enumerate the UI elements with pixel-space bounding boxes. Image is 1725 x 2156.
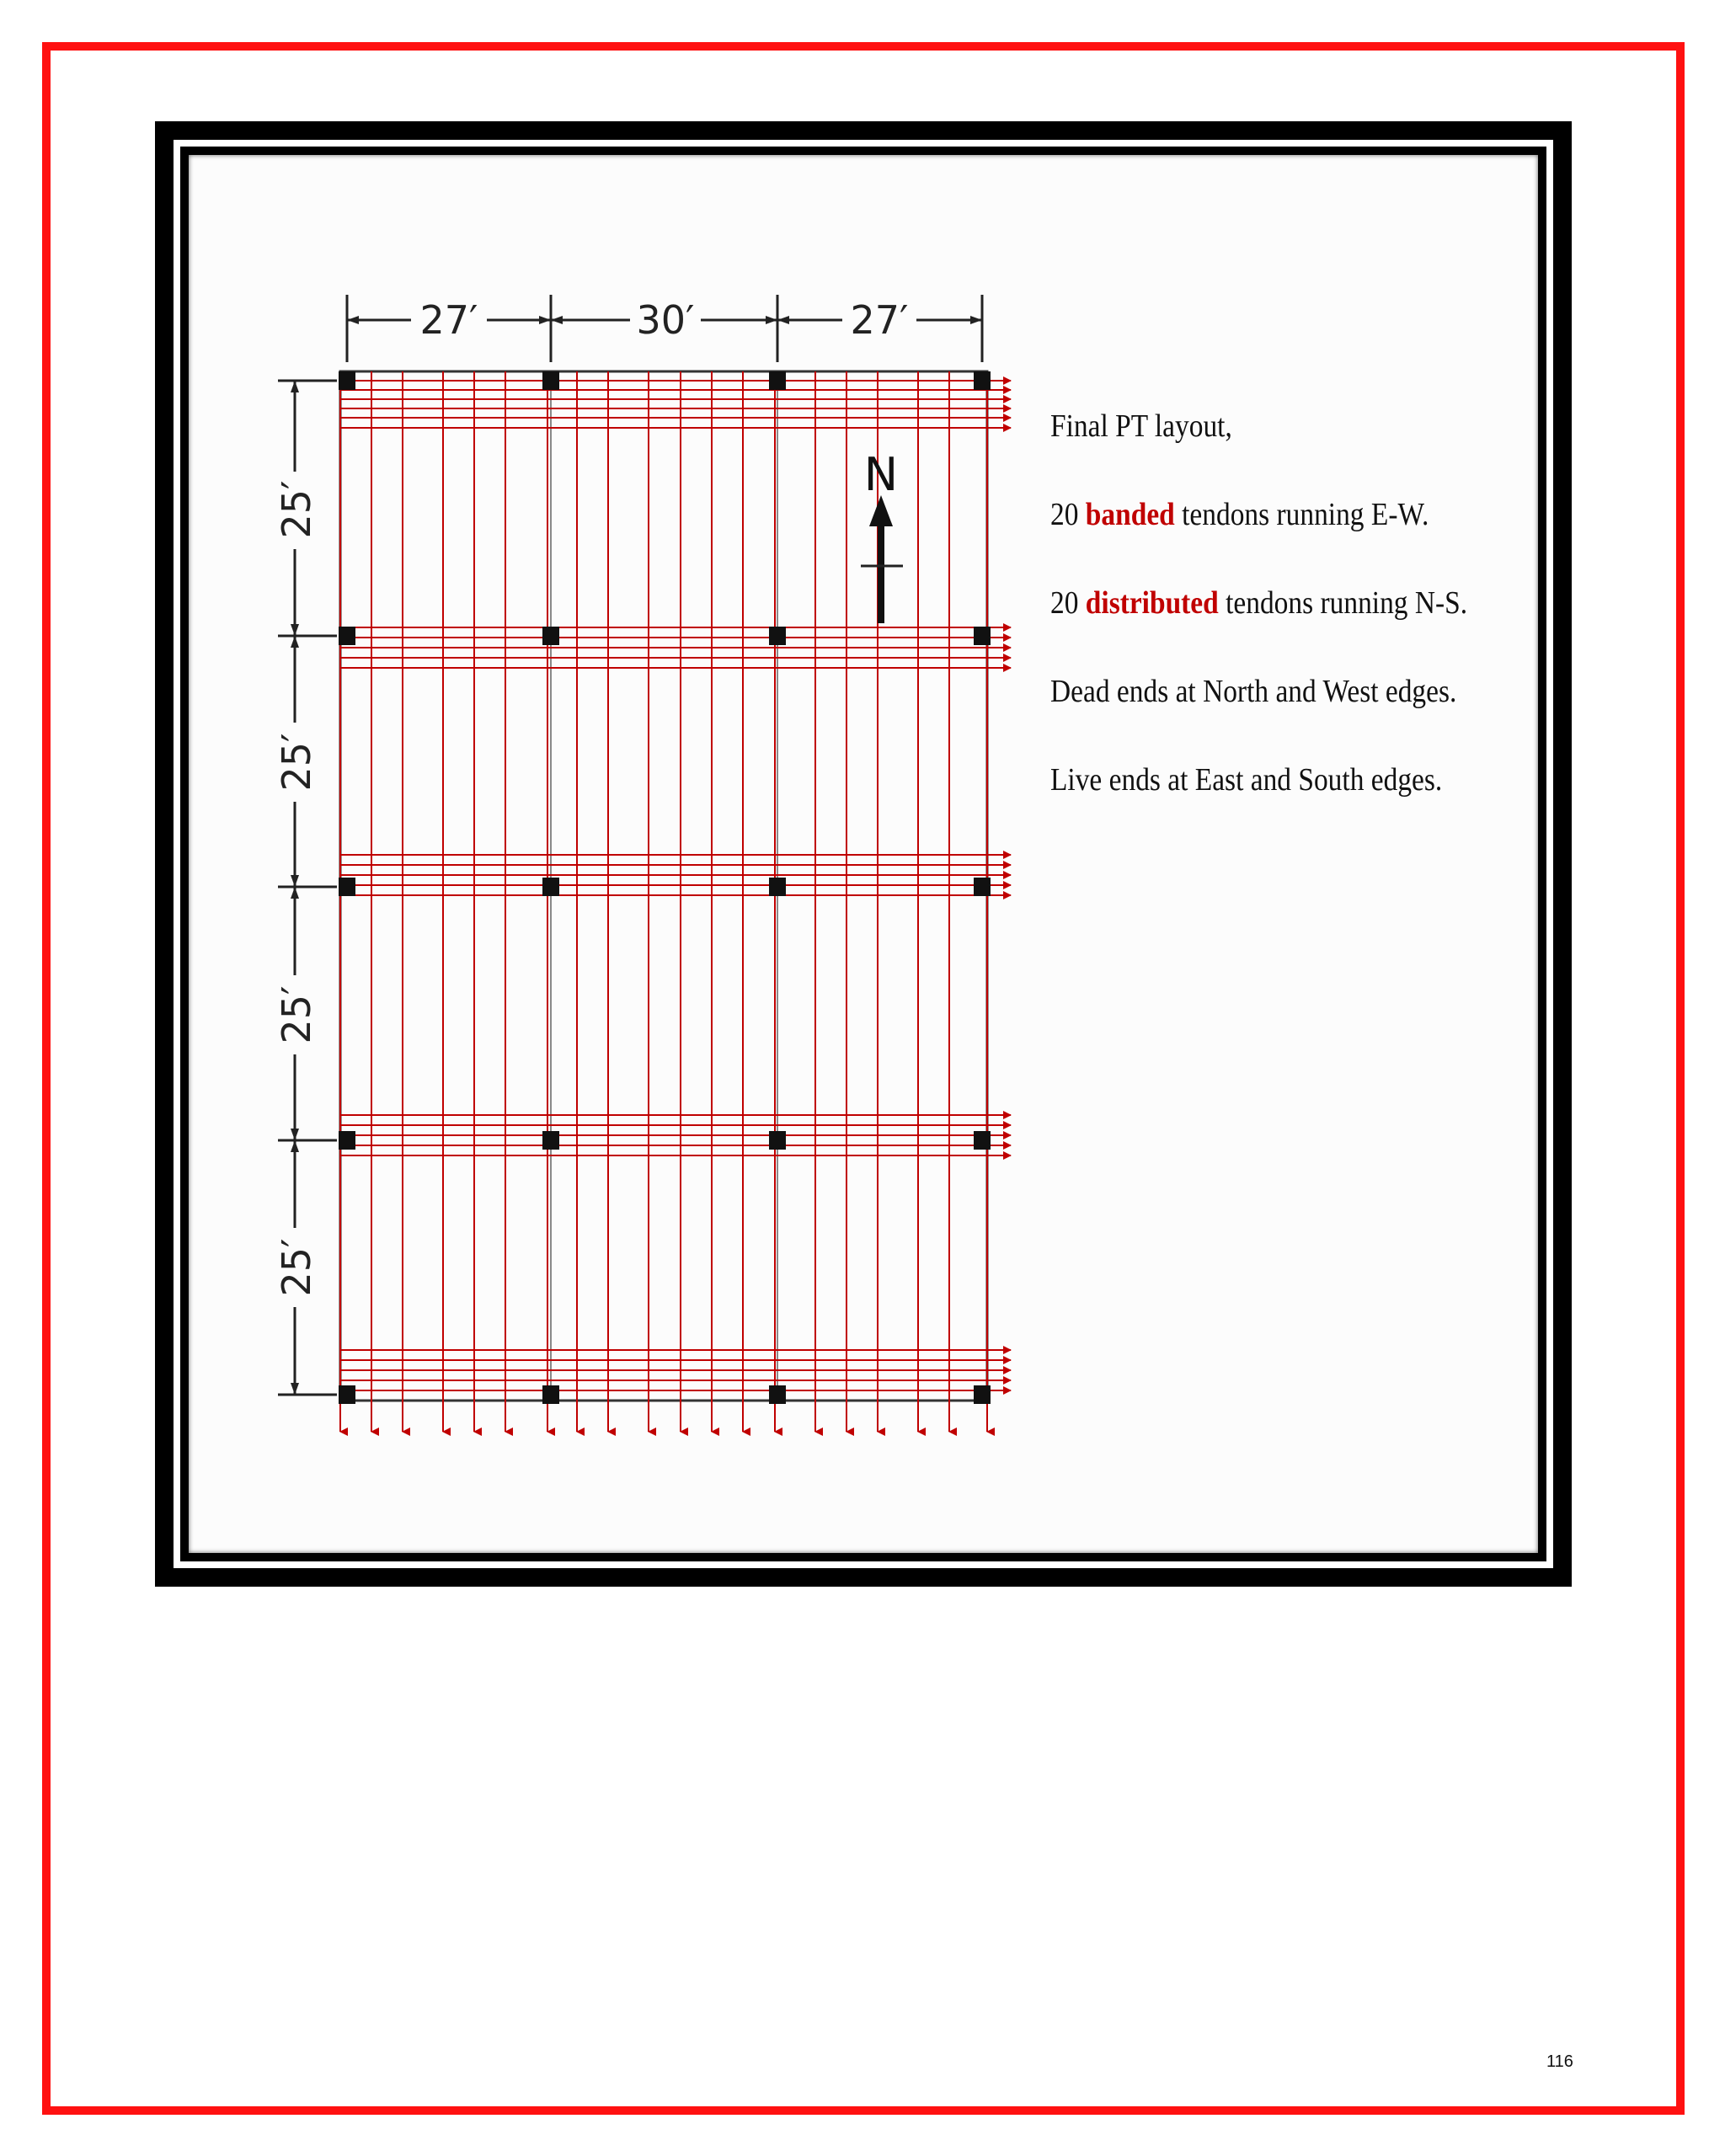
column xyxy=(339,878,355,896)
dim-label-span-3: 27′ xyxy=(850,297,909,343)
dim-label-bay-3: 25′ xyxy=(274,985,319,1044)
column xyxy=(542,1131,559,1150)
column xyxy=(339,1131,355,1150)
column xyxy=(339,371,355,390)
dim-label-span-1: 27′ xyxy=(419,297,478,343)
column xyxy=(974,627,991,645)
column xyxy=(974,1385,991,1404)
note-banded: 20 banded tendons running E-W. xyxy=(1050,497,1429,532)
note-title: Final PT layout, xyxy=(1050,408,1232,444)
column xyxy=(542,627,559,645)
page-number: 116 xyxy=(1546,2052,1573,2071)
column xyxy=(974,1131,991,1150)
column xyxy=(769,1385,786,1404)
dim-label-bay-2: 25′ xyxy=(274,733,319,792)
note-live-ends: Live ends at East and South edges. xyxy=(1050,762,1443,798)
column xyxy=(542,1385,559,1404)
column xyxy=(769,1131,786,1150)
column xyxy=(974,371,991,390)
dim-label-span-2: 30′ xyxy=(636,297,695,343)
column xyxy=(339,1385,355,1404)
ns-tendon-group xyxy=(340,371,987,1432)
column xyxy=(542,878,559,896)
column xyxy=(339,627,355,645)
note-distributed: 20 distributed tendons running N-S. xyxy=(1050,585,1468,621)
column xyxy=(769,878,786,896)
ew-tendon-group xyxy=(340,381,1011,1390)
notes-panel xyxy=(1050,396,1522,838)
column xyxy=(974,878,991,896)
north-label: N xyxy=(863,448,899,501)
column xyxy=(542,371,559,390)
column xyxy=(769,627,786,645)
note-dead-ends: Dead ends at North and West edges. xyxy=(1050,674,1457,709)
dim-label-bay-4: 25′ xyxy=(274,1238,319,1297)
north-arrow-icon xyxy=(861,495,903,623)
column xyxy=(769,371,786,390)
dim-label-bay-1: 25′ xyxy=(274,480,319,539)
